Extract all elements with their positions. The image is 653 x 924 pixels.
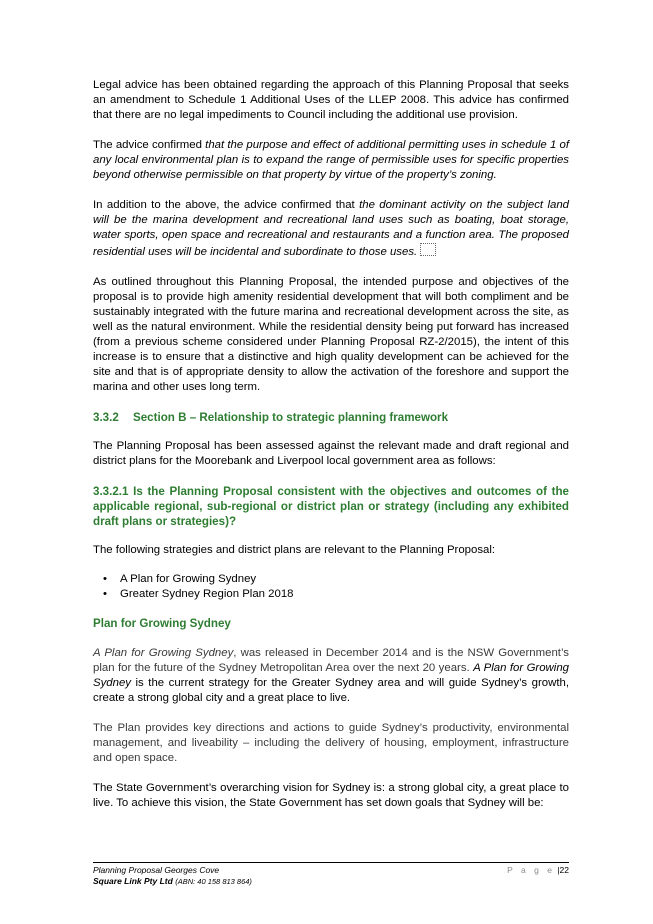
paragraph-text: is the current strategy for the Greater Sydney area and will guide Sydney’s growth, create a strong global city and a great place to live. — [93, 677, 569, 704]
section-title: Section B – Relationship to strategic planning framework — [133, 411, 449, 424]
paragraph-assessed: The Planning Proposal has been assessed against the relevant made and draft regional and district plans for the Moorebank and Liverpool local government area as follows: — [93, 440, 569, 467]
footer-title: Planning Proposal Georges Cove — [93, 865, 220, 875]
paragraph-purpose-objectives: As outlined throughout this Planning Proposal, the intended purpose and objectives of the proposal is to provide high amenity residential development that will both compliment and be sustainably integrated with the future marina and recreational development across the site, as well as the natural environment. While the residential density being put forward has increased (from a previous scheme considered under Planning Proposal RZ-2/2015), the intent of this increase is to ensure that a distinctive and high quality development can be achieved for the site and that is of appropriate density to allow the activation of the foreshore and support the marina and other uses long term. — [93, 276, 569, 393]
footer-page — [507, 865, 569, 876]
paragraph-key-directions: The Plan provides key directions and actions to guide Sydney’s productivity, environmental management, and liveability – including the delivery of housing, employment, infrastructure and open space. — [93, 722, 569, 764]
paragraph-text: , was released in December 2014 and is the NSW Government’s plan for the future of the Sydney Metropolitan Area over the next 20 years. — [93, 647, 569, 674]
paragraph-quote: that the purpose and effect of additional permitting uses in schedule 1 of any local environmental plan is to expand the range of permissible uses for specific properties beyond otherwise permissible on that property by virtue of the property’s zoning. — [93, 139, 569, 181]
list-item: • Greater Sydney Region Plan 2018 — [93, 587, 569, 602]
paragraph-vision: The State Government’s overarching vision for Sydney is: a strong global city, a great place to live. To achieve this vision, the State Government has set down goals that Sydney will be: — [93, 782, 569, 809]
section-heading — [93, 410, 569, 425]
plan-name: A Plan for Growing Sydney — [93, 647, 234, 659]
footer-company: Square Link Pty Ltd — [93, 876, 173, 886]
paragraph-dominant-activity — [93, 198, 569, 260]
paragraph-lead: The advice confirmed — [93, 139, 206, 151]
plan-heading: Plan for Growing Sydney — [93, 617, 231, 630]
page-label: P a g e — [507, 865, 555, 875]
plan-name: A Plan for Growing Sydney — [93, 662, 569, 689]
page-number: 22 — [559, 865, 569, 875]
paragraph-legal-advice: Legal advice has been obtained regarding the approach of this Planning Proposal that seeks an amendment to Schedule 1 Additional Uses of the LLEP 2008. This advice has confirmed that there are no legal impediments to Council including the additional use provision. — [93, 79, 569, 121]
page-content — [93, 78, 569, 811]
paragraph-quote: the dominant activity on the subject land will be the marina development and recreational land uses such as boating, boat storage, water sports, open space and recreational and restaurants and a function area. The proposed residential uses will be incidental and subordinate to those uses. — [93, 199, 569, 258]
paragraph-break-symbol-icon — [420, 243, 436, 256]
paragraph-strategies: The following strategies and district plans are relevant to the Planning Proposal: — [93, 544, 496, 556]
question-heading: 3.3.2.1 Is the Planning Proposal consistent with the objectives and outcomes of the applicable regional, sub-regional or district plan or strategy (including any exhibited draft plans or strategies)? — [93, 485, 569, 528]
list-item: • A Plan for Growing Sydney — [93, 572, 569, 587]
paragraph-lead: In addition to the above, the advice confirmed that — [93, 199, 360, 211]
section-number: 3.3.2 — [93, 411, 119, 424]
strategy-list — [93, 572, 569, 602]
footer-abn: (ABN: 40 158 813 864) — [175, 877, 252, 886]
paragraph-plan-released — [93, 646, 569, 706]
footer-left — [93, 865, 252, 887]
page-separator: | — [554, 865, 560, 875]
footer-divider — [93, 862, 569, 863]
paragraph-advice-confirmed — [93, 138, 569, 183]
